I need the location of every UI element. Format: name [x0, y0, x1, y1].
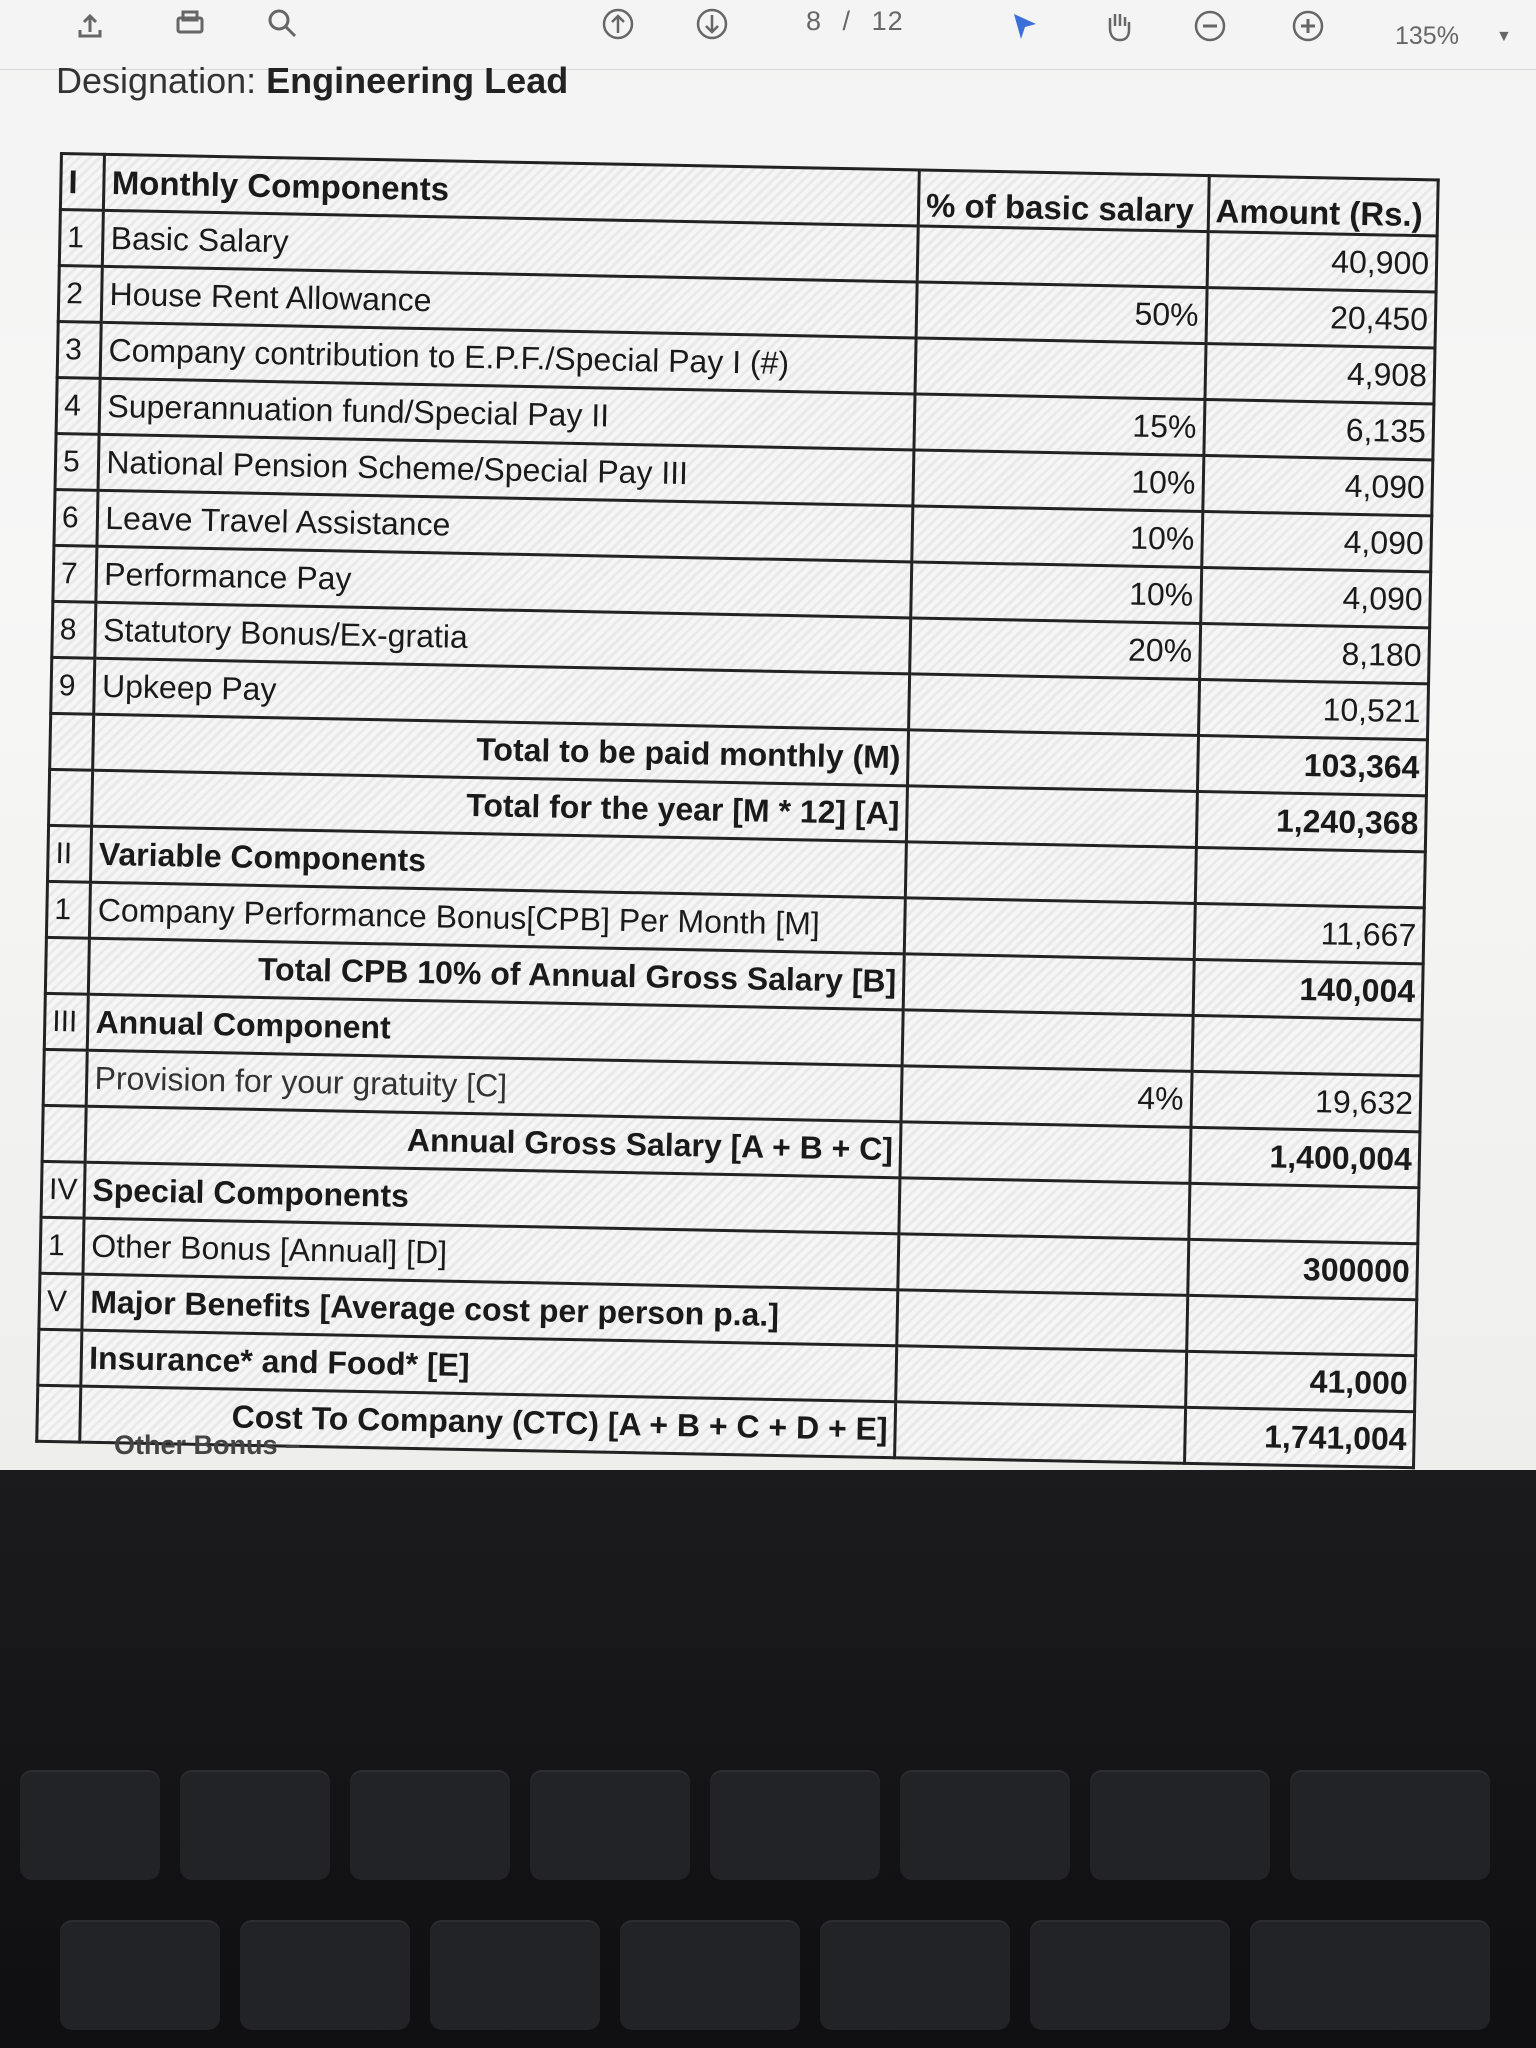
empty-cell [904, 898, 1195, 960]
gross-label: Annual Gross Salary [A + B + C] [85, 1106, 901, 1178]
empty-cell [906, 786, 1197, 848]
search-icon[interactable] [264, 8, 300, 44]
salary-sheet [36, 152, 1442, 1458]
empty-cell [899, 1178, 1190, 1240]
other-bonus-amount: 300000 [1187, 1239, 1418, 1299]
row-amount: 4,090 [1200, 567, 1431, 627]
empty-cell [898, 1234, 1189, 1296]
row-index: 6 [54, 489, 98, 546]
designation-line [56, 60, 568, 102]
empty-cell [905, 842, 1196, 904]
row-label: Performance Pay [96, 546, 912, 618]
keyboard-key [60, 1920, 220, 2030]
empty-cell [900, 1122, 1191, 1184]
empty-cell [1192, 1015, 1423, 1075]
row-index: 8 [52, 601, 96, 658]
keyboard-key [530, 1770, 690, 1880]
empty-cell [1186, 1295, 1417, 1355]
empty-cell [50, 713, 94, 770]
insurance-amount: 41,000 [1185, 1351, 1416, 1411]
empty-cell [1195, 847, 1426, 907]
salary-table [35, 152, 1440, 1469]
row-label: Basic Salary [103, 210, 919, 282]
header-monthly-components: Monthly Components [104, 154, 920, 226]
row-index: 5 [55, 433, 99, 490]
row-pct [917, 226, 1208, 288]
ctc-label: Cost To Company (CTC) [A + B + C + D + E] [80, 1386, 896, 1458]
row-pct: 50% [916, 282, 1207, 344]
row-index: 3 [57, 321, 101, 378]
upload-icon[interactable] [72, 8, 108, 44]
other-bonus-label: Other Bonus [Annual] [D] [83, 1218, 899, 1290]
row-index: 4 [56, 377, 100, 434]
total-monthly-label: Total to be paid monthly (M) [93, 714, 909, 786]
row-amount: 4,090 [1202, 456, 1433, 516]
zoom-in-icon[interactable] [1290, 8, 1326, 44]
row-amount: 8,180 [1199, 623, 1430, 683]
keyboard-key [1290, 1770, 1490, 1880]
empty-cell [1188, 1183, 1419, 1243]
page-up-icon[interactable] [600, 8, 636, 44]
row-amount: 6,135 [1203, 400, 1434, 460]
row-label: House Rent Allowance [102, 266, 918, 338]
empty-cell [907, 730, 1198, 792]
variable-section-label: Variable Components [91, 826, 907, 898]
empty-cell [895, 1402, 1186, 1464]
row-amount: 4,908 [1204, 344, 1435, 404]
page-total: 12 [871, 6, 904, 36]
row-pct: 10% [912, 506, 1203, 568]
annual-section-label: Annual Component [88, 994, 904, 1066]
section-idx: I [60, 154, 104, 211]
hand-tool-icon[interactable] [1100, 8, 1136, 44]
row-index: 9 [51, 657, 95, 714]
zoom-level[interactable]: 135% [1395, 22, 1459, 50]
zoom-out-icon[interactable] [1192, 8, 1228, 44]
empty-cell [38, 1329, 82, 1386]
row-amount: 40,900 [1207, 232, 1438, 292]
row-label: Statutory Bonus/Ex-gratia [95, 602, 911, 674]
section-idx: II [47, 825, 91, 882]
designation-label: Designation: [56, 60, 257, 101]
section-idx: IV [41, 1161, 85, 1218]
row-amount: 4,090 [1201, 511, 1432, 571]
keyboard-key [1030, 1920, 1230, 2030]
page-separator: / [842, 6, 852, 36]
total-year-label: Total for the year [M * 12] [A] [92, 770, 908, 842]
gross-amount: 1,400,004 [1189, 1127, 1420, 1187]
empty-cell [43, 1049, 87, 1106]
header-amount: Amount (Rs.) [1208, 176, 1439, 236]
row-index: 1 [40, 1217, 84, 1274]
empty-cell [37, 1385, 81, 1442]
keyboard-key [1090, 1770, 1270, 1880]
cpb-total-amount: 140,004 [1193, 959, 1424, 1019]
cpb-amount: 11,667 [1194, 903, 1425, 963]
cpb-label: Company Performance Bonus[CPB] Per Month [M] [90, 882, 906, 954]
benefits-section-label: Major Benefits [Average cost per person p.a.] [82, 1274, 898, 1346]
special-section-label: Special Components [84, 1162, 900, 1234]
empty-cell [49, 769, 93, 826]
page-current[interactable]: 8 [806, 6, 823, 36]
empty-cell [45, 937, 89, 994]
gratuity-label: Provision for your gratuity [C] [87, 1050, 903, 1122]
keyboard-key [20, 1770, 160, 1880]
laptop-keyboard-area [0, 1470, 1536, 2048]
print-icon[interactable] [172, 8, 208, 44]
header-pct-basic: % of basic salary [918, 170, 1209, 232]
row-label: Leave Travel Assistance [97, 490, 913, 562]
keyboard-key [710, 1770, 880, 1880]
row-amount: 10,521 [1198, 679, 1429, 739]
section-idx: V [39, 1273, 83, 1330]
row-pct [915, 338, 1206, 400]
row-pct [909, 674, 1200, 736]
row-label: Company contribution to E.P.F./Special Pay I (#) [101, 322, 917, 394]
designation-value: Engineering Lead [266, 60, 569, 101]
section-idx: III [44, 993, 88, 1050]
keyboard-key [900, 1770, 1070, 1880]
other-bonus-note: Other Bonus – [114, 1430, 301, 1460]
row-label: Upkeep Pay [94, 658, 910, 730]
keyboard-key [430, 1920, 600, 2030]
ctc-amount: 1,741,004 [1184, 1407, 1415, 1467]
empty-cell [42, 1105, 86, 1162]
gratuity-pct: 4% [901, 1066, 1192, 1128]
row-label: National Pension Scheme/Special Pay III [98, 434, 914, 506]
keyboard-key [350, 1770, 510, 1880]
row-index: 2 [58, 266, 102, 323]
row-amount: 20,450 [1206, 288, 1437, 348]
row-pct: 20% [910, 618, 1201, 680]
row-label: Superannuation fund/Special Pay II [99, 378, 915, 450]
empty-cell [897, 1290, 1188, 1352]
page-down-icon[interactable] [694, 8, 730, 44]
row-index: 7 [53, 545, 97, 602]
zoom-dropdown-icon[interactable]: ▼ [1496, 28, 1512, 45]
keyboard-key [1250, 1920, 1490, 2030]
cpb-total-label: Total CPB 10% of Annual Gross Salary [B] [89, 938, 905, 1010]
row-pct: 10% [913, 450, 1204, 512]
row-pct: 10% [911, 562, 1202, 624]
row-index: 1 [46, 881, 90, 938]
gratuity-amount: 19,632 [1190, 1071, 1421, 1131]
select-pointer-icon[interactable] [1006, 8, 1042, 44]
empty-cell [903, 954, 1194, 1016]
empty-cell [896, 1346, 1187, 1408]
page-indicator[interactable] [800, 6, 910, 37]
keyboard-key [820, 1920, 1010, 2030]
keyboard-key [240, 1920, 410, 2030]
total-year-amount: 1,240,368 [1196, 791, 1427, 851]
insurance-label: Insurance* and Food* [E] [81, 1330, 897, 1402]
total-monthly-amount: 103,364 [1197, 735, 1428, 795]
row-index: 1 [59, 210, 103, 267]
keyboard-key [620, 1920, 800, 2030]
row-pct: 15% [914, 394, 1205, 456]
keyboard-key [180, 1770, 330, 1880]
empty-cell [902, 1010, 1193, 1072]
